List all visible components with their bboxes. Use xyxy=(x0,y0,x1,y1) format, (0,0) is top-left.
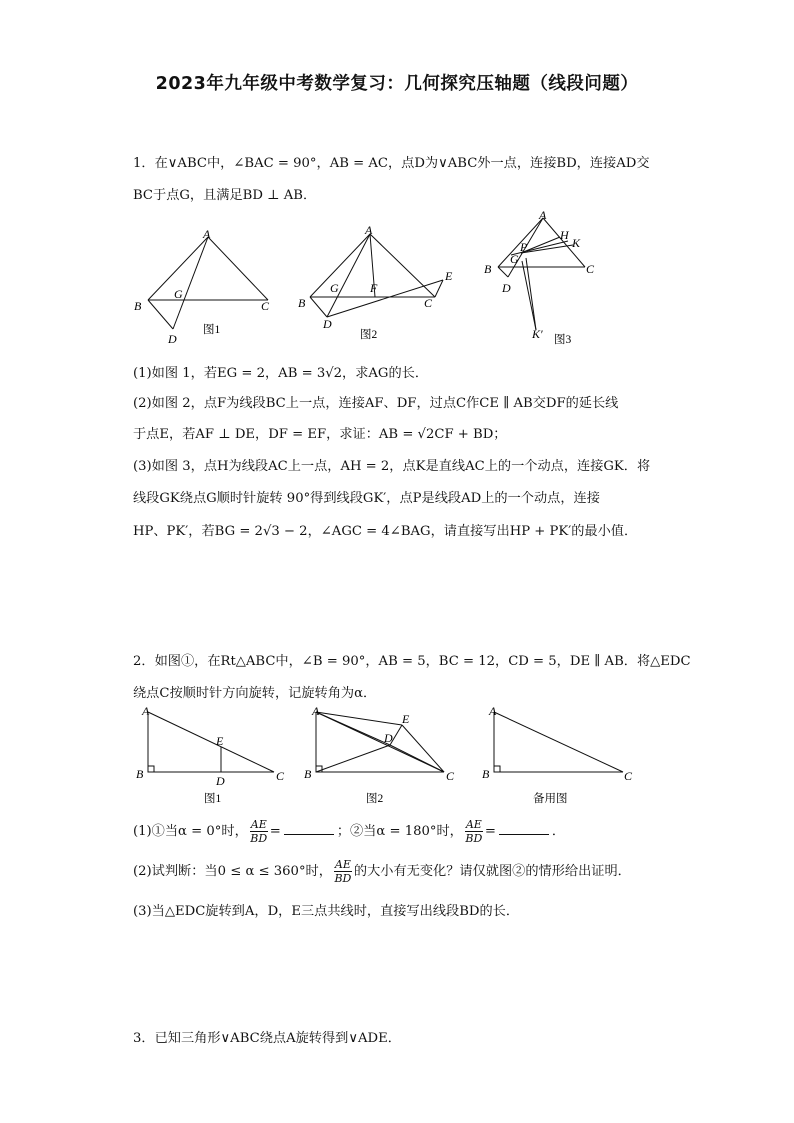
q2f1-label-B: B xyxy=(136,767,144,781)
q2-part1: (1)①当α = 0°时， $\frac{AE}{BD}$ = ；②当α = 180°时， $\frac{AE}{BD}$ = ． xyxy=(133,818,566,845)
q2f1-caption: 图1 xyxy=(204,793,222,805)
q1-stem-line2: BC于点G，且满足BD ⊥ AB． xyxy=(133,188,317,203)
answer-blank-2[interactable] xyxy=(499,824,549,835)
q1-part2-line2: 于点E，若AF ⊥ DE，DF = EF，求证：AB = √2CF + BD； xyxy=(133,427,507,442)
q2-part3: (3)当△EDC旋转到A，D，E三点共线时，直接写出线段BD的长． xyxy=(133,904,520,919)
q1f3-label-G: G xyxy=(510,252,519,266)
q1f1-label-B: B xyxy=(134,299,142,313)
q1f2-label-F: F xyxy=(370,281,378,295)
q1f1-label-D: D xyxy=(168,332,177,346)
q2f1-label-C: C xyxy=(276,769,285,783)
answer-blank-1[interactable] xyxy=(284,824,334,835)
q2f1-label-A: A xyxy=(142,704,150,718)
q1f1-label-A: A xyxy=(203,227,211,241)
q2-part1-text-a: (1)①当α = 0°时， xyxy=(133,824,248,839)
q1f3-label-P: P xyxy=(520,240,528,254)
q1f3-label-A: A xyxy=(539,208,547,222)
q2-figure-3 xyxy=(478,700,638,810)
q2f2-label-D: D xyxy=(384,731,393,745)
q1f2-label-A: A xyxy=(365,223,373,237)
fraction-ae-bd: $\frac{AE}{BD}$ xyxy=(250,818,268,845)
q1f3-label-H: H xyxy=(560,228,569,242)
q1f1-label-G: G xyxy=(174,287,183,301)
q1f3-label-D: D xyxy=(502,281,511,295)
q2f1-label-D: D xyxy=(216,774,225,788)
q2f2-caption: 图2 xyxy=(366,793,384,805)
q2-stem-line2: 绕点C按顺时针方向旋转，记旋转角为α． xyxy=(133,686,377,701)
q2f3-caption: 备用图 xyxy=(533,793,568,805)
q1f1-caption: 图1 xyxy=(203,324,221,336)
q2f3-label-C: C xyxy=(624,769,633,783)
q1f1-label-C: C xyxy=(261,299,270,313)
page-title: 2023年九年级中考数学复习：几何探究压轴题（线段问题） xyxy=(155,74,639,94)
q2-stem-line1: 2．如图①，在Rt△ABC中，∠B = 90°，AB = 5，BC = 12，CD = 5，DE ∥ AB．将△EDC xyxy=(133,654,691,669)
q1-stem-line1: 1．在∨ABC中，∠BAC = 90°，AB = AC，点D为∨ABC外一点，连接BD，连接AD交 xyxy=(133,156,650,171)
q1-figure-3 xyxy=(478,205,608,350)
q2f3-label-A: A xyxy=(489,704,497,718)
q1f2-caption: 图2 xyxy=(360,329,378,341)
q2-figure-1 xyxy=(132,700,292,810)
q1-figure-2 xyxy=(290,220,460,350)
q2f1-label-E: E xyxy=(216,734,224,748)
q1f3-label-K-prime: K′ xyxy=(532,327,543,341)
q3-stem: 3．已知三角形∨ABC绕点A旋转得到∨ADE． xyxy=(133,1031,401,1046)
q2f2-label-B: B xyxy=(304,767,312,781)
q1f2-label-D: D xyxy=(323,317,332,331)
q1-figure-1 xyxy=(128,225,278,350)
q1-part3-line2: 线段GK绕点G顺时针旋转 90°得到线段GK′，点P是线段AD上的一个动点，连接 xyxy=(133,491,600,506)
q1-part1: (1)如图 1，若EG = 2，AB = 3√2，求AG的长． xyxy=(133,366,429,381)
q2f3-label-B: B xyxy=(482,767,490,781)
q2-part1-text-b: ；②当α = 180°时， xyxy=(336,824,463,839)
q2-figure-2 xyxy=(302,700,467,810)
q2f2-label-A: A xyxy=(312,704,320,718)
q1f2-label-B: B xyxy=(298,296,306,310)
q1f2-label-G: G xyxy=(330,281,339,295)
q1f3-label-B: B xyxy=(484,262,492,276)
q2f2-label-E: E xyxy=(402,712,410,726)
fraction-ae-bd-3: $\frac{AE}{BD}$ xyxy=(334,858,352,885)
q1-part2-line1: (2)如图 2，点F为线段BC上一点，连接AF、DF，过点C作CE ∥ AB交DF的延长线 xyxy=(133,396,619,411)
q1f2-label-E: E xyxy=(445,269,453,283)
q2-part2: (2)试判断：当0 ≤ α ≤ 360°时， $\frac{AE}{BD}$ 的大小有无变化？请仅就图②的情形给出证明． xyxy=(133,858,631,885)
q1f2-label-C: C xyxy=(424,296,433,310)
fraction-ae-bd-2: $\frac{AE}{BD}$ xyxy=(465,818,483,845)
q1f3-label-C: C xyxy=(586,262,595,276)
q2f2-label-C: C xyxy=(446,769,455,783)
q1-part3-line3: HP、PK′，若BG = 2√3 − 2，∠AGC = 4∠BAG，请直接写出HP + PK′的最小值． xyxy=(133,524,638,539)
q1-part3-line1: (3)如图 3，点H为线段AC上一点，AH = 2，点K是直线AC上的一个动点，连接GK．将 xyxy=(133,459,651,474)
q1f3-label-K: K xyxy=(572,236,581,250)
q1f3-caption: 图3 xyxy=(554,334,572,346)
